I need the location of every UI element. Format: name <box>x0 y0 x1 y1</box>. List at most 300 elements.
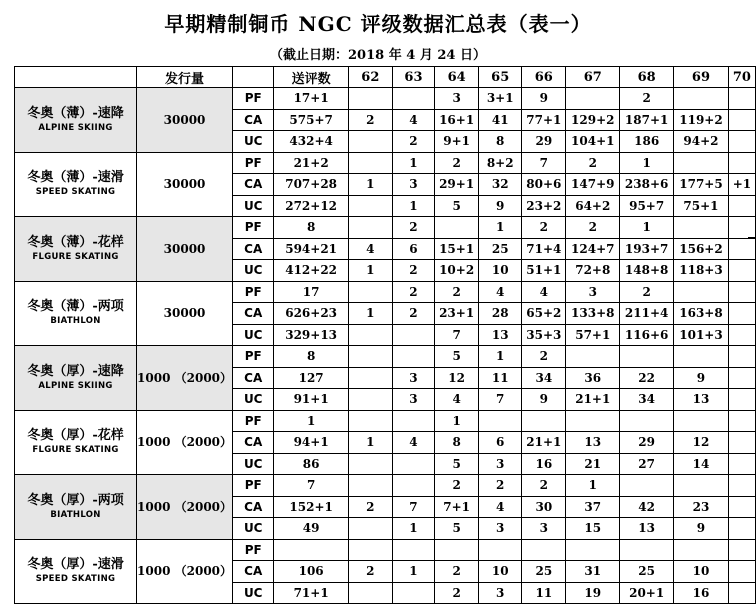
grade-count-cell <box>348 281 392 303</box>
grade-count-cell: 9 <box>522 389 566 411</box>
header-cell: 70 <box>728 67 755 88</box>
grade-count-cell: 177+5 <box>674 174 729 196</box>
grade-count-cell: 124+7 <box>566 238 620 260</box>
grade-count-cell <box>348 324 392 346</box>
mintage-cell: 1000 （2000） <box>137 410 233 475</box>
header-cell <box>233 67 274 88</box>
coin-name-cell <box>15 217 137 282</box>
submitted-count-cell: 8 <box>274 217 348 239</box>
grade-count-cell: 1 <box>392 518 434 540</box>
grade-count-cell: 41 <box>479 109 522 131</box>
grade-count-cell: 1 <box>392 561 434 583</box>
mintage-cell: 30000 <box>137 217 233 282</box>
grade-count-cell <box>674 410 729 432</box>
grade-count-cell: 80+6 <box>522 174 566 196</box>
coin-name-en: ALPINE SKIING <box>38 122 113 133</box>
grade-count-cell: 6 <box>392 238 434 260</box>
grade-count-cell: 2 <box>620 281 674 303</box>
grade-count-cell: 238+6 <box>620 174 674 196</box>
grade-count-cell <box>348 195 392 217</box>
grade-count-cell: 21 <box>566 453 620 475</box>
grade-count-cell <box>620 475 674 497</box>
grade-count-cell: 3+1 <box>479 88 522 110</box>
grade-count-cell <box>728 281 755 303</box>
grade-count-cell: 35+3 <box>522 324 566 346</box>
grade-count-cell: 119+2 <box>674 109 729 131</box>
coin-name-cn: 冬奥（厚）-速滑 <box>27 557 124 573</box>
page-title: 早期精制铜币 NGC 评级数据汇总表（表一） <box>164 12 592 36</box>
grade-count-cell: 65+2 <box>522 303 566 325</box>
grade-count-cell: 5 <box>435 195 479 217</box>
grade-count-cell: 1 <box>435 410 479 432</box>
grade-count-cell: 2 <box>392 131 434 153</box>
grade-count-cell: 8 <box>435 432 479 454</box>
submitted-count-cell: 594+21 <box>274 238 348 260</box>
grade-count-cell: 34 <box>620 389 674 411</box>
grade-count-cell: 9 <box>674 367 729 389</box>
grade-count-cell <box>674 281 729 303</box>
coin-name-cn: 冬奥（厚）-速降 <box>27 363 124 379</box>
submitted-count-cell: 575+7 <box>274 109 348 131</box>
grade-count-cell: 6 <box>479 432 522 454</box>
page-subtitle: （截止日期：2018 年 4 月 24 日） <box>270 48 486 63</box>
grade-count-cell: 72+8 <box>566 260 620 282</box>
grade-count-cell <box>348 346 392 368</box>
grade-count-cell <box>348 582 392 604</box>
grade-count-cell <box>392 539 434 561</box>
grade-count-cell <box>348 453 392 475</box>
coin-name-cn: 冬奥（厚）-两项 <box>27 492 124 508</box>
grade-label-cell: PF <box>233 152 274 174</box>
coin-name-cell <box>15 475 137 540</box>
grade-count-cell: 15+1 <box>435 238 479 260</box>
grade-label-cell: UC <box>233 131 274 153</box>
grade-count-cell: 1 <box>348 432 392 454</box>
grade-count-cell: 2 <box>392 303 434 325</box>
table-row <box>15 475 756 497</box>
grade-count-cell <box>728 195 755 217</box>
grade-count-cell: 211+4 <box>620 303 674 325</box>
grade-count-cell: 1 <box>620 152 674 174</box>
grade-count-cell <box>392 475 434 497</box>
grade-count-cell <box>392 453 434 475</box>
grade-count-cell: 57+1 <box>566 324 620 346</box>
grade-count-cell: 1 <box>479 346 522 368</box>
grade-count-cell: 15 <box>566 518 620 540</box>
grade-count-cell <box>435 539 479 561</box>
grade-count-cell: 10 <box>479 260 522 282</box>
header-cell: 63 <box>392 67 434 88</box>
submitted-count-cell: 707+28 <box>274 174 348 196</box>
submitted-count-cell: 626+23 <box>274 303 348 325</box>
grade-count-cell: 1 <box>348 174 392 196</box>
grade-count-cell <box>728 238 755 260</box>
table-row <box>15 539 756 561</box>
header-cell: 68 <box>620 67 674 88</box>
grade-label-cell: CA <box>233 238 274 260</box>
grade-count-cell: 2 <box>435 561 479 583</box>
grade-count-cell: 10+2 <box>435 260 479 282</box>
grade-count-cell: 9+1 <box>435 131 479 153</box>
grade-count-cell <box>728 518 755 540</box>
grade-count-cell: 12 <box>674 432 729 454</box>
grade-count-cell: 5 <box>435 346 479 368</box>
grade-count-cell <box>392 324 434 346</box>
grade-count-cell <box>479 410 522 432</box>
header-cell: 送评数 <box>274 67 348 88</box>
grade-count-cell <box>728 260 755 282</box>
grade-count-cell <box>728 453 755 475</box>
header-cell: 69 <box>674 67 729 88</box>
grade-count-cell <box>728 152 755 174</box>
submitted-count-cell <box>274 539 348 561</box>
grade-count-cell <box>392 346 434 368</box>
grade-count-cell: 3 <box>479 518 522 540</box>
table-row <box>15 88 756 110</box>
grade-count-cell: 4 <box>348 238 392 260</box>
grade-count-cell: 37 <box>566 496 620 518</box>
submitted-count-cell: 17+1 <box>274 88 348 110</box>
submitted-count-cell: 8 <box>274 346 348 368</box>
grade-count-cell: 4 <box>479 496 522 518</box>
grade-label-cell: PF <box>233 539 274 561</box>
grade-count-cell: 21+1 <box>566 389 620 411</box>
grade-count-cell: 94+2 <box>674 131 729 153</box>
grade-count-cell <box>674 217 729 239</box>
grade-count-cell: 1 <box>620 217 674 239</box>
grade-count-cell: 116+6 <box>620 324 674 346</box>
grade-count-cell <box>348 88 392 110</box>
grade-count-cell: 64+2 <box>566 195 620 217</box>
grade-count-cell: 4 <box>435 389 479 411</box>
grade-label-cell: PF <box>233 217 274 239</box>
grade-count-cell: 29+1 <box>435 174 479 196</box>
grade-count-cell: 27 <box>620 453 674 475</box>
grade-count-cell: 3 <box>392 174 434 196</box>
grade-count-cell <box>674 152 729 174</box>
submitted-count-cell: 127 <box>274 367 348 389</box>
grade-count-cell <box>728 389 755 411</box>
coin-name-en: SPEED SKATING <box>35 187 116 198</box>
grade-count-cell <box>728 432 755 454</box>
grade-count-cell: 118+3 <box>674 260 729 282</box>
grade-count-cell: 2 <box>620 88 674 110</box>
grade-count-cell: 30 <box>522 496 566 518</box>
grade-count-cell <box>728 88 755 110</box>
grade-count-cell <box>728 324 755 346</box>
grade-count-cell: 2 <box>348 561 392 583</box>
grade-count-cell: 25 <box>479 238 522 260</box>
coin-name-en: BIATHLON <box>50 509 101 520</box>
submitted-count-cell: 91+1 <box>274 389 348 411</box>
grade-label-cell: CA <box>233 367 274 389</box>
grade-count-cell: 2 <box>348 496 392 518</box>
grade-count-cell: 36 <box>566 367 620 389</box>
grade-count-cell: 11 <box>479 367 522 389</box>
grade-count-cell: 21+1 <box>522 432 566 454</box>
submitted-count-cell: 71+1 <box>274 582 348 604</box>
grade-count-cell <box>479 539 522 561</box>
grade-count-cell: 7 <box>435 324 479 346</box>
grade-count-cell: 2 <box>435 281 479 303</box>
coin-name-cn: 冬奥（薄）-速滑 <box>27 170 124 186</box>
submitted-count-cell: 152+1 <box>274 496 348 518</box>
grade-count-cell: 4 <box>479 281 522 303</box>
grade-count-cell: 2 <box>392 281 434 303</box>
grade-count-cell <box>728 561 755 583</box>
table-row <box>15 410 756 432</box>
grade-count-cell: 13 <box>479 324 522 346</box>
grade-count-cell: 104+1 <box>566 131 620 153</box>
header-cell: 66 <box>522 67 566 88</box>
grade-count-cell: 4 <box>392 109 434 131</box>
grade-count-cell <box>348 217 392 239</box>
grade-count-cell: 51+1 <box>522 260 566 282</box>
grade-count-cell: 32 <box>479 174 522 196</box>
coin-name-en: SPEED SKATING <box>35 574 116 585</box>
grade-count-cell: 10 <box>479 561 522 583</box>
grade-count-cell: 9 <box>522 88 566 110</box>
mintage-cell: 30000 <box>137 88 233 153</box>
grade-count-cell: 16 <box>522 453 566 475</box>
grade-count-cell <box>620 410 674 432</box>
grade-count-cell: 3 <box>392 367 434 389</box>
header-cell: 64 <box>435 67 479 88</box>
coin-name-en: FLGURE SKATING <box>32 445 119 456</box>
header-cell <box>15 67 137 88</box>
grade-count-cell <box>348 131 392 153</box>
grade-count-cell: 34 <box>522 367 566 389</box>
grade-count-cell: 186 <box>620 131 674 153</box>
grade-count-cell <box>728 496 755 518</box>
grade-count-cell: 3 <box>392 389 434 411</box>
grade-count-cell <box>728 539 755 561</box>
coin-name-cell <box>15 539 137 604</box>
grade-count-cell <box>348 367 392 389</box>
coin-name-cell <box>15 152 137 217</box>
grade-count-cell: 71+4 <box>522 238 566 260</box>
grade-count-cell: 148+8 <box>620 260 674 282</box>
submitted-count-cell: 272+12 <box>274 195 348 217</box>
grade-count-cell <box>728 303 755 325</box>
grade-count-cell: 12 <box>435 367 479 389</box>
grade-label-cell: UC <box>233 260 274 282</box>
grade-count-cell: 163+8 <box>674 303 729 325</box>
grade-count-cell <box>674 539 729 561</box>
submitted-count-cell: 21+2 <box>274 152 348 174</box>
grade-count-cell <box>566 88 620 110</box>
header-cell: 62 <box>348 67 392 88</box>
grade-count-cell <box>348 475 392 497</box>
grade-count-cell: 187+1 <box>620 109 674 131</box>
grade-count-cell: 4 <box>392 432 434 454</box>
submitted-count-cell: 1 <box>274 410 348 432</box>
grade-count-cell: 16+1 <box>435 109 479 131</box>
grade-count-cell: 3 <box>522 518 566 540</box>
grade-count-cell: 193+7 <box>620 238 674 260</box>
grade-count-cell: 3 <box>435 88 479 110</box>
grade-count-cell: 1 <box>392 152 434 174</box>
grade-count-cell: 3 <box>479 582 522 604</box>
grade-count-cell <box>728 346 755 368</box>
grade-label-cell: CA <box>233 496 274 518</box>
grade-label-cell: PF <box>233 410 274 432</box>
grade-count-cell: 9 <box>674 518 729 540</box>
grade-count-cell: 42 <box>620 496 674 518</box>
grade-label-cell: UC <box>233 389 274 411</box>
submitted-count-cell: 86 <box>274 453 348 475</box>
grade-count-cell: 2 <box>348 109 392 131</box>
grade-count-cell <box>620 539 674 561</box>
grade-count-cell <box>728 217 755 239</box>
coin-name-en: BIATHLON <box>50 316 101 327</box>
mintage-cell: 30000 <box>137 152 233 217</box>
grade-count-cell: 13 <box>674 389 729 411</box>
grade-count-cell: 129+2 <box>566 109 620 131</box>
grade-count-cell: 28 <box>479 303 522 325</box>
grade-count-cell: 9 <box>479 195 522 217</box>
mintage-cell: 1000 （2000） <box>137 539 233 604</box>
data-table <box>14 66 756 604</box>
edge-tick-mark <box>748 237 756 238</box>
grade-count-cell: 2 <box>566 217 620 239</box>
submitted-count-cell: 49 <box>274 518 348 540</box>
coin-name-en: FLGURE SKATING <box>32 251 119 262</box>
grade-count-cell: 75+1 <box>674 195 729 217</box>
grade-count-cell: 14 <box>674 453 729 475</box>
grade-count-cell <box>728 410 755 432</box>
grade-count-cell: 101+3 <box>674 324 729 346</box>
table-row <box>15 152 756 174</box>
coin-name-cell <box>15 281 137 346</box>
grade-count-cell <box>620 346 674 368</box>
grade-count-cell <box>392 410 434 432</box>
grade-label-cell: UC <box>233 582 274 604</box>
grade-count-cell: 2 <box>479 475 522 497</box>
grade-count-cell: 13 <box>566 432 620 454</box>
mintage-cell: 1000 （2000） <box>137 346 233 411</box>
grade-count-cell: 3 <box>479 453 522 475</box>
grade-count-cell: 1 <box>479 217 522 239</box>
grade-count-cell: 156+2 <box>674 238 729 260</box>
grade-count-cell: 3 <box>566 281 620 303</box>
grade-count-cell <box>392 582 434 604</box>
submitted-count-cell: 329+13 <box>274 324 348 346</box>
grade-count-cell <box>566 410 620 432</box>
grade-count-cell: 2 <box>522 346 566 368</box>
coin-name-cn: 冬奥（薄）-两项 <box>27 299 124 315</box>
grade-count-cell: 2 <box>392 260 434 282</box>
mintage-cell: 1000 （2000） <box>137 475 233 540</box>
grade-count-cell <box>674 88 729 110</box>
grade-count-cell <box>674 475 729 497</box>
submitted-count-cell: 94+1 <box>274 432 348 454</box>
submitted-count-cell: 17 <box>274 281 348 303</box>
grade-count-cell: 8 <box>479 131 522 153</box>
grade-count-cell: 2 <box>522 217 566 239</box>
table-row <box>15 217 756 239</box>
submitted-count-cell: 106 <box>274 561 348 583</box>
table-body <box>15 88 756 604</box>
grade-count-cell <box>674 346 729 368</box>
grade-label-cell: UC <box>233 195 274 217</box>
header-row <box>15 67 756 88</box>
grade-count-cell: 1 <box>566 475 620 497</box>
grade-count-cell: 95+7 <box>620 195 674 217</box>
grade-count-cell <box>348 410 392 432</box>
grade-count-cell: 23+1 <box>435 303 479 325</box>
grade-count-cell <box>348 389 392 411</box>
grade-count-cell: 133+8 <box>566 303 620 325</box>
grade-count-cell: 23+2 <box>522 195 566 217</box>
grade-count-cell <box>348 152 392 174</box>
grade-count-cell: +1 <box>728 174 755 196</box>
submitted-count-cell: 412+22 <box>274 260 348 282</box>
grade-count-cell <box>566 346 620 368</box>
grade-count-cell <box>522 539 566 561</box>
grade-count-cell: 2 <box>435 152 479 174</box>
grade-count-cell: 31 <box>566 561 620 583</box>
grade-count-cell <box>728 582 755 604</box>
grade-count-cell: 7 <box>522 152 566 174</box>
grade-label-cell: UC <box>233 324 274 346</box>
grade-count-cell <box>348 539 392 561</box>
grade-count-cell: 5 <box>435 518 479 540</box>
grade-count-cell <box>348 518 392 540</box>
grade-count-cell: 7 <box>479 389 522 411</box>
grade-count-cell: 7+1 <box>435 496 479 518</box>
coin-name-cn: 冬奥（厚）-花样 <box>27 428 124 444</box>
grade-count-cell <box>728 367 755 389</box>
grade-count-cell <box>728 109 755 131</box>
grade-label-cell: PF <box>233 88 274 110</box>
grade-count-cell: 16 <box>674 582 729 604</box>
grade-count-cell: 19 <box>566 582 620 604</box>
table-row <box>15 346 756 368</box>
coin-name-cn: 冬奥（薄）-速降 <box>27 105 124 121</box>
grade-label-cell: CA <box>233 303 274 325</box>
grade-count-cell: 25 <box>522 561 566 583</box>
grade-count-cell: 2 <box>522 475 566 497</box>
grade-count-cell: 2 <box>392 217 434 239</box>
header-cell: 65 <box>479 67 522 88</box>
grade-count-cell: 8+2 <box>479 152 522 174</box>
grade-label-cell: PF <box>233 281 274 303</box>
grade-count-cell: 20+1 <box>620 582 674 604</box>
grade-label-cell: PF <box>233 346 274 368</box>
grade-count-cell: 1 <box>392 195 434 217</box>
grade-count-cell <box>522 410 566 432</box>
grade-label-cell: CA <box>233 109 274 131</box>
grade-count-cell <box>392 88 434 110</box>
coin-name-cell <box>15 346 137 411</box>
grade-label-cell: CA <box>233 432 274 454</box>
grade-count-cell: 2 <box>435 475 479 497</box>
grade-count-cell: 11 <box>522 582 566 604</box>
grade-count-cell: 7 <box>392 496 434 518</box>
table-row <box>15 281 756 303</box>
grade-label-cell: CA <box>233 561 274 583</box>
grade-count-cell: 147+9 <box>566 174 620 196</box>
header-cell: 67 <box>566 67 620 88</box>
grade-count-cell <box>435 217 479 239</box>
grade-count-cell: 25 <box>620 561 674 583</box>
mintage-cell: 30000 <box>137 281 233 346</box>
grade-label-cell: UC <box>233 518 274 540</box>
submitted-count-cell: 432+4 <box>274 131 348 153</box>
grade-count-cell: 13 <box>620 518 674 540</box>
grade-count-cell: 10 <box>674 561 729 583</box>
